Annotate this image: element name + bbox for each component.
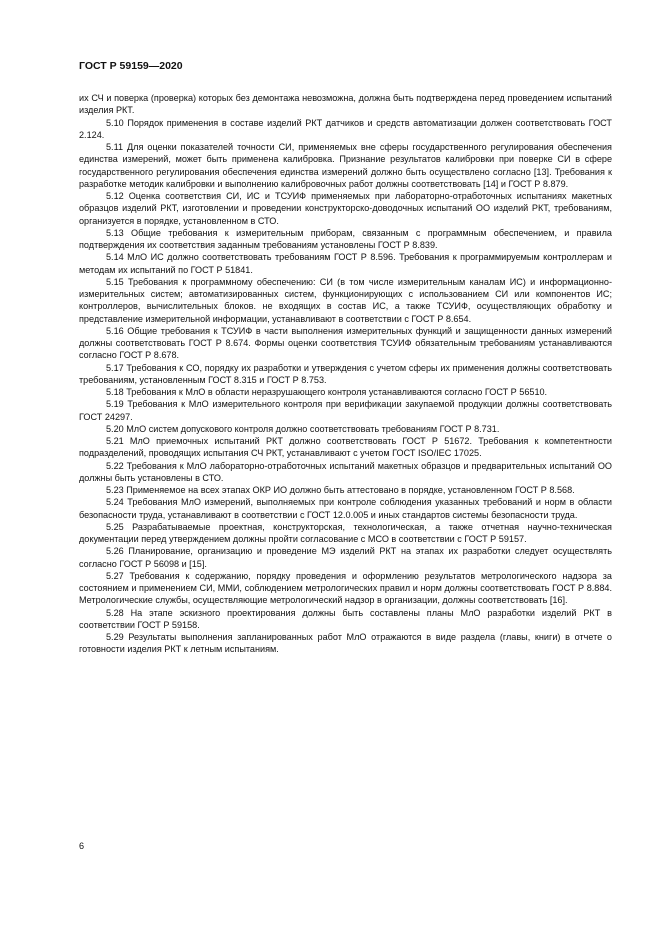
paragraph-5-16: 5.16 Общие требования к ТСУИФ в части выполнения измерительных функций и защищенности данных измерений должны соответствовать ГОСТ Р 8.674. Формы оценки соответствия ТСУИФ обязательным требованиям устанавливаются согласно ГОСТ Р 8.678. [79, 325, 612, 361]
document-body [79, 92, 612, 656]
paragraph-5-26: 5.26 Планирование, организацию и проведение МЭ изделий РКТ на этапах их разработки следует осуществлять согласно ГОСТ Р 56098 и [15]. [79, 546, 612, 569]
paragraph-5-12: 5.12 Оценка соответствия СИ, ИС и ТСУИФ применяемых при лабораторно-отработочных испытаниях макетных образцов изделий РКТ, изготовлении и проведении конструкторско-доводочных испытаний ОО изделий РКТ, требованиям, организуется в порядке, установленном в СТО. [79, 191, 612, 226]
page-number: 6 [79, 841, 85, 851]
paragraph-5-11: 5.11 Для оценки показателей точности СИ, применяемых вне сферы государственного регулирования обеспечения единства измерений, может быть применена калибровка. Признание результатов калибровки при поверке СИ в сфере государственного регулирования обеспечения единства измерений должно быть осуществлено согласно [13]. Требования к разработке методик калибровки и выполнению калибровочных работ должны соответствовать [14] и ГОСТ Р 8.879. [79, 142, 612, 189]
paragraph-5-22: 5.22 Требования к МлО лабораторно-отработочных испытаний макетных образцов и предварительных испытаний ОО должны быть установлены в СТО. [79, 460, 612, 483]
paragraph-5-29: 5.29 Результаты выполнения запланированных работ МлО отражаются в виде раздела (главы, книги) в отчете о готовности изделия РКТ к летным испытаниям. [79, 632, 612, 655]
paragraph-5-24: 5.24 Требования МлО измерений, выполняемых при контроле соблюдения указанных требований и норм в области безопасности труда, устанавливают в соответствии с ГОСТ 12.0.005 и иных стандартов системы безопасности труда. [79, 497, 612, 520]
paragraph-5-10: 5.10 Порядок применения в составе изделий РКТ датчиков и средств автоматизации должен соответствовать ГОСТ 2.124. [79, 117, 612, 140]
paragraph-5-19: 5.19 Требования к МлО измерительного контроля при верификации закупаемой продукции должны соответствовать ГОСТ 24297. [79, 399, 612, 422]
document-header: ГОСТ Р 59159—2020 [79, 60, 183, 72]
paragraph-continuation: их СЧ и поверка (проверка) которых без демонтажа невозможна, должна быть подтверждена перед проведением испытаний изделия РКТ. [79, 93, 612, 116]
paragraph-5-21: 5.21 МлО приемочных испытаний РКТ должно соответствовать ГОСТ Р 51672. Требования к компетентности подразделений, проводящих испытания СЧ РКТ, устанавливают с учетом ГОСТ ISO/IEC 17025. [79, 436, 612, 459]
paragraph-5-17: 5.17 Требования к СО, порядку их разработки и утверждения с учетом сферы их применения должны соответствовать требованиям, установленным ГОСТ 8.315 и ГОСТ Р 8.753. [79, 362, 612, 385]
paragraph-5-18: 5.18 Требования к МлО в области неразрушающего контроля устанавливаются согласно ГОСТ Р 56510. [106, 387, 548, 397]
paragraph-5-28: 5.28 На этапе эскизного проектирования должны быть составлены планы МлО разработки изделий РКТ в соответствии ГОСТ Р 59158. [79, 607, 612, 630]
paragraph-5-13: 5.13 Общие требования к измерительным приборам, связанным с программным обеспечением, и правила подтверждения их соответствия заданным требованиям установлены ГОСТ Р 8.839. [79, 227, 612, 250]
paragraph-5-20: 5.20 МлО систем допускового контроля должно соответствовать требованиям ГОСТ Р 8.731. [106, 423, 500, 434]
paragraph-5-15: 5.15 Требования к программному обеспечению: СИ (в том числе измерительным каналам ИС) и информационно-измерительных систем; автоматизированных систем, функционирующих с использованием СИ или компонентов ИС; контроллеров, вычислительных блоков. не входящих в состав ИС, а также ТСУИФ, осуществляющих обработку и представление измерительной информации, устанавливают в соответствии с ГОСТ Р 8.654. [79, 276, 612, 324]
paragraph-5-25: 5.25 Разрабатываемые проектная, конструкторская, технологическая, а также отчетная научно-техническая документации перед утверждением должны пройти согласование с МСО в соответствии с ГОСТ Р 59157. [79, 521, 612, 544]
paragraph-5-14: 5.14 МлО ИС должно соответствовать требованиям ГОСТ Р 8.596. Требования к программируемым контроллерам и методам их испытаний по ГОСТ Р 51841. [79, 252, 612, 275]
paragraph-5-23: 5.23 Применяемое на всех этапах ОКР ИО должно быть аттестовано в порядке, установленном ГОСТ Р 8.568. [106, 485, 575, 495]
paragraph-5-27: 5.27 Требования к содержанию, порядку проведения и оформлению результатов метрологического надзора за состоянием и применением СИ, ММИ, соблюдением метрологических правил и норм должны соответствовать ГОСТ Р 8.884. Метрологические службы, осуществляющие метрологический надзор в организации, должны соответствовать [16]. [79, 570, 612, 606]
